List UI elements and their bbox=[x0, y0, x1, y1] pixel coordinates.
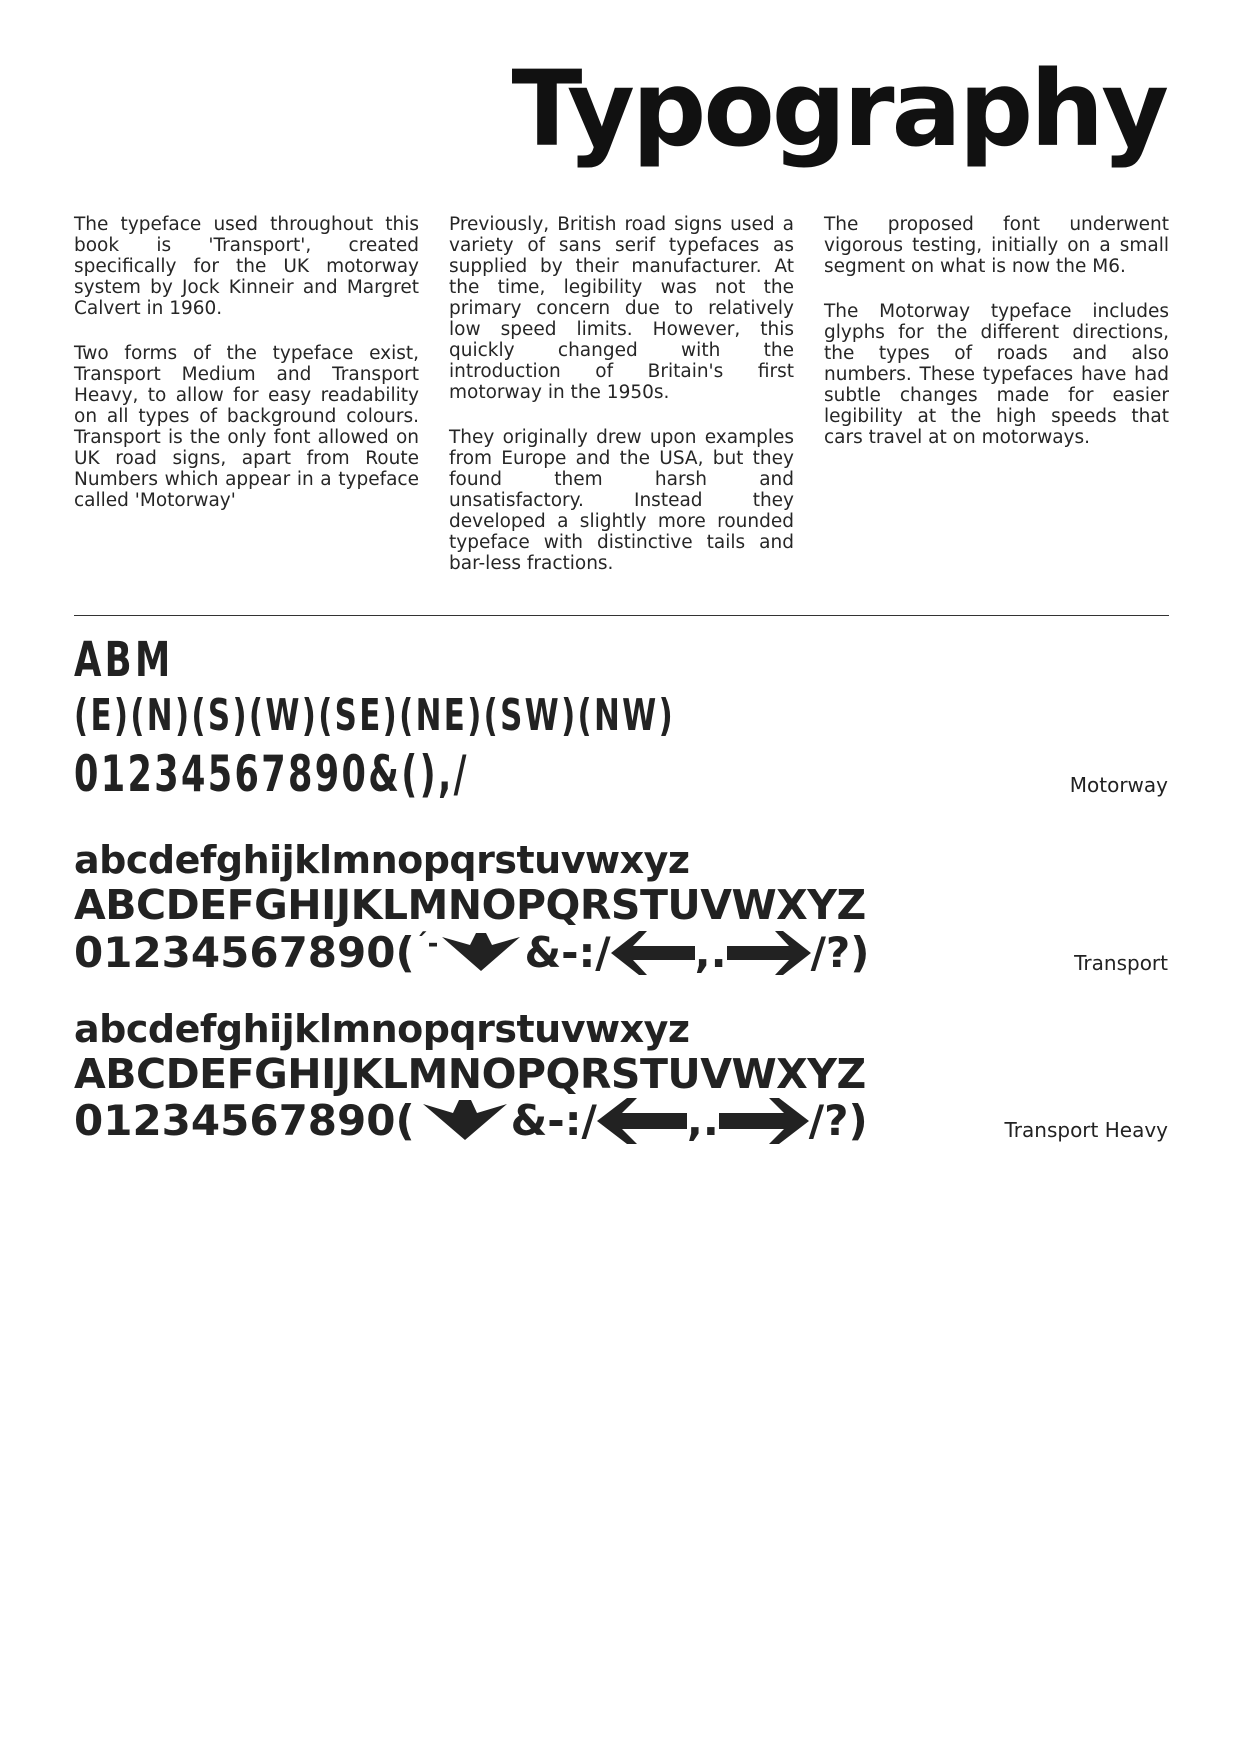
section-divider bbox=[74, 615, 1169, 616]
transport-heavy-numerals: 01234567890( bbox=[74, 1096, 415, 1145]
paragraph: The Motorway typeface includes glyphs for the different directions, the types of roads and also numbers. These typefaces have had subtle changes made for easier legibility at the high speeds that cars travel at on motorways. bbox=[824, 301, 1169, 448]
transport-heavy-uppercase: ABCDEFGHIJKLMNOPQRSTUVWXYZ bbox=[74, 1050, 866, 1098]
text-column-1 bbox=[74, 214, 419, 535]
transport-label: Transport bbox=[1074, 951, 1168, 975]
transport-symbols: &-:/ bbox=[524, 928, 611, 977]
transport-heavy-glyph-row bbox=[74, 1096, 868, 1145]
right-arrow-icon bbox=[727, 931, 811, 975]
transport-punctuation: ,. bbox=[694, 928, 727, 977]
left-arrow-icon bbox=[611, 931, 695, 975]
motorway-label: Motorway bbox=[1069, 773, 1168, 797]
transport-heavy-lowercase: abcdefghijklmnopqrstuvwxyz bbox=[74, 1007, 690, 1051]
paragraph: They originally drew upon examples from Europe and the USA, but they found them harsh and unsatisfactory. Instead they developed a slightly more rounded typeface with distinctive tails and bar-less fractions. bbox=[449, 427, 794, 574]
text-column-3 bbox=[824, 214, 1169, 472]
transport-uppercase: ABCDEFGHIJKLMNOPQRSTUVWXYZ bbox=[74, 881, 866, 929]
transport-heavy-label: Transport Heavy bbox=[1004, 1118, 1168, 1142]
left-arrow-icon bbox=[597, 1098, 687, 1144]
motorway-specimen-letters: ABM bbox=[74, 632, 174, 688]
motorway-specimen-directions: (E)(N)(S)(W)(SE)(NE)(SW)(NW) bbox=[74, 690, 676, 741]
transport-heavy-end-symbols: /?) bbox=[808, 1096, 868, 1145]
transport-tick: ´- bbox=[414, 928, 439, 959]
text-column-2 bbox=[449, 214, 794, 598]
motorway-specimen-numerals: 01234567890&(),/ bbox=[74, 745, 469, 803]
transport-heavy-symbols: &-:/ bbox=[510, 1096, 597, 1145]
page-title: Typography bbox=[511, 48, 1166, 170]
transport-lowercase: abcdefghijklmnopqrstuvwxyz bbox=[74, 838, 690, 882]
down-arrow-icon bbox=[423, 1100, 507, 1142]
paragraph: The typeface used throughout this book is 'Transport', created specifically for the UK motorway system by Jock Kinneir and Margret Calvert in 1960. bbox=[74, 214, 419, 319]
transport-heavy-punctuation: ,. bbox=[686, 1096, 719, 1145]
paragraph: Previously, British road signs used a variety of sans serif typefaces as supplied by their manufacturer. At the time, legibility was not the primary concern due to relatively low speed limits. However, this quickly changed with the introduction of Britain's first motorway in the 1950s. bbox=[449, 214, 794, 403]
transport-end-symbols: /?) bbox=[810, 928, 870, 977]
transport-numerals: 01234567890( bbox=[74, 928, 415, 977]
right-arrow-icon bbox=[719, 1098, 809, 1144]
paragraph: Two forms of the typeface exist, Transport Medium and Transport Heavy, to allow for easy readability on all types of background colours. Transport is the only font allowed on UK road signs, apart from Route Numbers which appear in a typeface called 'Motorway' bbox=[74, 343, 419, 511]
transport-glyph-row bbox=[74, 928, 869, 977]
down-arrow-icon bbox=[442, 933, 520, 973]
paragraph: The proposed font underwent vigorous testing, initially on a small segment on what is now the M6. bbox=[824, 214, 1169, 277]
